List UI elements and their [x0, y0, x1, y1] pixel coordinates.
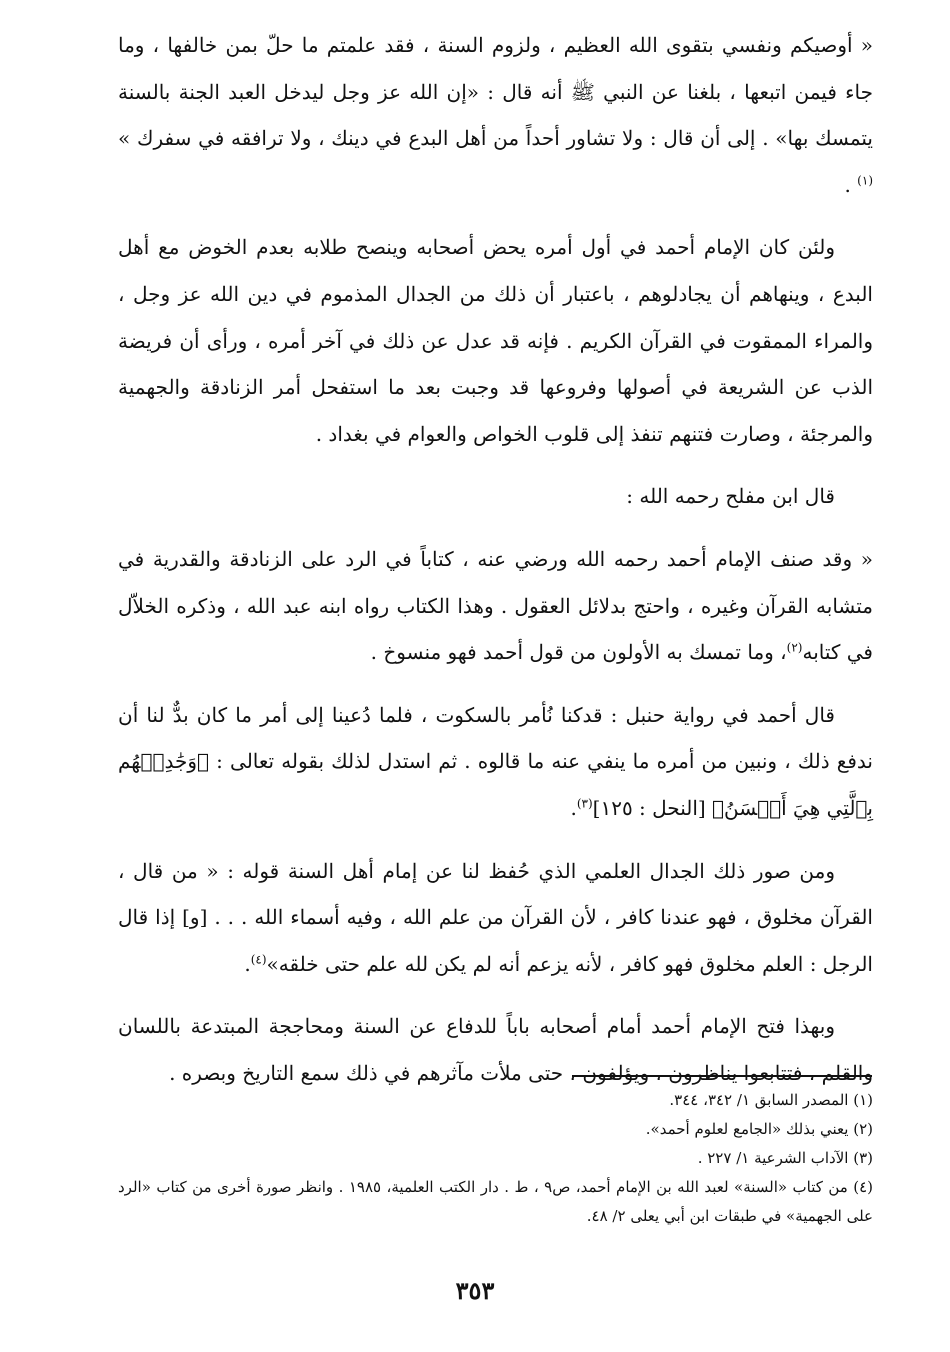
footnote-4: (٤) من كتاب «السنة» لعبد الله بن الإمام أحمد، ص٩ ، ط . دار الكتب العلمية، ١٩٨٥ . وانظر صورة أخرى من كتاب «الرد على الجهمية» في طبقات ابن أبي يعلى ٢/ ٤٨.: [118, 1178, 874, 1225]
paragraph-text: « وقد صنف الإمام أحمد رحمه الله ورضي عنه ، كتاباً في الرد على الزنادقة والقدرية في متشابه القرآن وغيره ، واحتج بدلائل العقول . وهذا الكتاب رواه ابنه عبد الله ، وذكره الخلاّل في كتابه: [118, 546, 873, 665]
paragraph-6: [118, 848, 873, 988]
paragraph-quote-1: [118, 22, 873, 208]
paragraph-text: « أوصيكم ونفسي بتقوى الله العظيم ، ولزوم السنة ، فقد علمتم ما حلّ بمن خالفها ، وما جاء فيمن اتبعها ، بلغنا عن النبي ﷺ أنه قال : «إن الله عز وجل ليدخل العبد الجنة بالسنة يتمسك بها» . إلى أن قال : ولا تشاور أحداً من أهل البدع في دينك ، ولا ترافقه في سفرك »: [118, 33, 873, 151]
paragraph-3: قال ابن مفلح رحمه الله :: [626, 484, 835, 509]
paragraph-end: .: [244, 951, 251, 976]
paragraph-text: ومن صور ذلك الجدال العلمي الذي حُفظ لنا عن إمام أهل السنة قوله : « من قال ، القرآن مخلوق ، فهو عندنا كافر ، لأن القرآن من علم الله ، وفيه أسماء الله . . . [و] إذا قال الرجل : العلم مخلوق فهو كافر ، لأنه يزعم أنه لم يكن لله علم حتى خلقه»: [118, 858, 873, 976]
footnote-2: (٢) يعني بذلك «الجامع لعلوم أحمد».: [645, 1120, 873, 1138]
paragraph-end: .: [570, 795, 577, 820]
paragraph-5: [118, 692, 873, 832]
paragraph-quote-2: [118, 536, 873, 676]
paragraph-text: قال أحمد في رواية حنبل : قدكنا نُأمر بالسكوت ، فلما دُعينا إلى أمر ما كان بدٌّ لنا أن ندفع ذلك ، ونبين من أمره ما ينفي عنه ما قالوه . ثم استدل لذلك بقوله تعالى : ﴿وَجَٰدِلۡهُم بِٱلَّتِي هِيَ أَحۡسَنُ﴾ [النحل : ١٢٥]: [118, 702, 873, 820]
paragraph-end: ، وما تمسك به الأولون من قول أحمد فهو منسوخ .: [370, 640, 787, 665]
footnote-1: (١) المصدر السابق ١/ ٣٤٢، ٣٤٤.: [669, 1091, 873, 1109]
paragraph-7: وبهذا فتح الإمام أحمد أمام أصحابه باباً للدفاع عن السنة ومحاججة المبتدعة باللسان والقلم ، فتتابعوا يناظرون ، ويؤلفون ، حتى ملأت مآثرهم في ذلك سمع التاريخ وبصره .: [118, 1014, 873, 1085]
footnote-ref-2: (٢): [786, 640, 803, 655]
paragraph-end: .: [844, 172, 858, 197]
paragraph-2: ولئن كان الإمام أحمد في أول أمره يحض أصحابه وينصح طلابه بعدم الخوض مع أهل البدع ، وينهاهم أن يجادلوهم ، باعتبار أن ذلك من الجدال المذموم في دين الله عز وجل ، والمراء الممقوت في القرآن الكريم . فإنه قد عدل عن ذلك في آخر أمره ، ورأى أن فريضة الذب عن الشريعة في أصولها وفروعها قد وجبت بعد ما استفحل أمر الزنادقة والجهمية والمرجئة ، وصارت فتنهم تنفذ إلى قلوب الخواص والعوام في بغداد .: [118, 235, 873, 446]
main-text: [118, 22, 873, 1096]
footnote-ref-3: (٣): [576, 796, 593, 811]
footnote-ref-1: (١): [857, 173, 873, 188]
footnote-3: (٣) الآداب الشرعية ١/ ٢٢٧ .: [697, 1149, 873, 1167]
footnote-ref-4: (٤): [250, 952, 267, 967]
footnote-divider: [572, 1075, 872, 1077]
page-number: ٣٥٣: [455, 1276, 495, 1305]
footnotes: [118, 1086, 873, 1231]
